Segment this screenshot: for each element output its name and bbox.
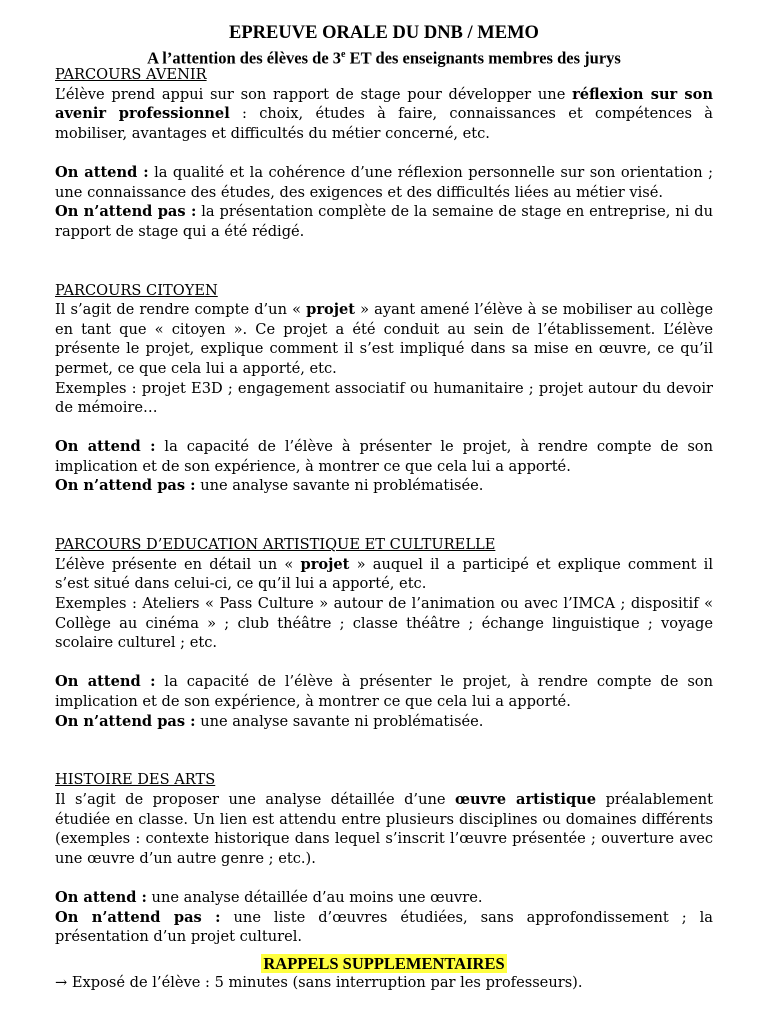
on-attend-pas-paragraph xyxy=(55,202,713,241)
on-attend-text: la capacité de l’élève à présenter le projet, à rendre compte de son implication et de son expérience, à montrer ce que cela lui a apporté. xyxy=(55,673,713,710)
intro-text-end: » ayant amené l’élève à se mobiliser au collège en tant que « citoyen ». Ce projet a été conduit au sein de l’établissement. L’élève présente le projet, explique comment il s’est impliqué dans sa mise en œuvre, ce qu’il permet, ce que cela lui a apporté, etc. xyxy=(55,301,713,377)
on-attend-pas-label: On n’attend pas : xyxy=(55,477,196,495)
intro-text-end: » auquel il a participé et explique comment il s’est situé dans celui-ci, ce qu’il lui a apporté, etc. xyxy=(55,555,713,593)
on-attend-pas-label: On n’attend pas : xyxy=(55,712,196,730)
intro-text: Il s’agit de proposer une analyse détaillée d’une xyxy=(55,790,456,808)
on-attend-text: une analyse détaillée d’au moins une œuvre. xyxy=(146,888,483,906)
on-attend-pas-text: la présentation complète de la semaine de stage en entreprise, ni du rapport de stage qui a été rédigé. xyxy=(55,203,714,240)
examples-paragraph: Exemples : Ateliers « Pass Culture » autour de l’animation ou avec l’IMCA ; dispositif « Collège au cinéma » ; club théâtre ; classe théâtre ; échange linguistique ; voyage scolaire culturel ; etc. xyxy=(55,595,713,652)
intro-bold: projet xyxy=(300,555,350,573)
section-heading-parcours-citoyen: PARCOURS CITOYEN xyxy=(55,281,218,299)
on-attend-pas-paragraph xyxy=(55,712,713,732)
rappel-item-text: Exposé de l’élève : 5 minutes (sans interruption par les professeurs). xyxy=(67,974,583,991)
on-attend-text: la qualité et la cohérence d’une réflexion personnelle sur son orientation ; une connaissance des études, des exigences et des difficultés liées au métier visé. xyxy=(55,163,713,201)
intro-text: L’élève prend appui sur son rapport de stage pour développer une xyxy=(55,85,573,103)
section-intro xyxy=(55,300,713,378)
intro-bold: œuvre artistique xyxy=(455,790,597,808)
on-attend-paragraph xyxy=(55,437,713,476)
subtitle-part-b: ET des enseignants membres des jurys xyxy=(345,48,621,68)
intro-bold: projet xyxy=(306,301,356,319)
on-attend-label: On attend : xyxy=(55,673,156,691)
on-attend-paragraph xyxy=(55,672,713,711)
on-attend-pas-text: une liste d’œuvres étudiées, sans approfondissement ; la présentation d’un projet culturel. xyxy=(55,908,713,946)
on-attend-pas-label: On n’attend pas : xyxy=(55,203,197,221)
document-body xyxy=(55,65,713,947)
on-attend-paragraph xyxy=(55,888,713,908)
on-attend-pas-paragraph xyxy=(55,908,713,947)
on-attend-pas-text: une analyse savante ni problématisée. xyxy=(195,477,484,495)
intro-text: L’élève présente en détail un « xyxy=(55,555,301,573)
on-attend-pas-text: une analyse savante ni problématisée. xyxy=(195,712,484,730)
on-attend-pas-label: On n’attend pas : xyxy=(55,908,221,926)
subtitle-part-a: A l’attention des élèves de 3 xyxy=(147,48,342,68)
intro-bold: réflexion sur son avenir professionnel xyxy=(55,85,713,123)
page-title: EPREUVE ORALE DU DNB / MEMO xyxy=(229,23,539,43)
section-heading-peac: PARCOURS D’EDUCATION ARTISTIQUE ET CULTURELLE xyxy=(55,536,496,554)
intro-text: Il s’agit de rendre compte d’un « xyxy=(55,301,307,319)
on-attend-pas-paragraph xyxy=(55,476,713,496)
intro-text-end: : choix, études à faire, connaissances et compétences à mobiliser, avantages et difficultés du métier concerné, etc. xyxy=(55,105,713,142)
on-attend-paragraph xyxy=(55,163,713,202)
on-attend-label: On attend : xyxy=(55,888,147,906)
section-intro xyxy=(55,790,713,868)
section-heading-parcours-avenir: PARCOURS AVENIR xyxy=(55,66,207,83)
examples-paragraph: Exemples : projet E3D ; engagement associatif ou humanitaire ; projet autour du devoir de mémoire… xyxy=(55,379,713,417)
on-attend-label: On attend : xyxy=(55,438,156,456)
rappels-highlight: RAPPELS SUPPLEMENTAIRES xyxy=(263,954,505,973)
arrow-icon: → xyxy=(55,974,68,991)
section-intro xyxy=(55,555,713,594)
on-attend-text: la capacité de l’élève à présenter le projet, à rendre compte de son implication et de son expérience, à montrer ce que cela lui a apporté. xyxy=(55,438,713,475)
section-heading-histoire-des-arts: HISTOIRE DES ARTS xyxy=(55,771,216,789)
rappels-heading xyxy=(0,954,768,974)
rappel-item xyxy=(55,973,583,993)
section-intro xyxy=(55,85,713,144)
intro-text-end: préalablement étudiée en classe. Un lien est attendu entre plusieurs disciplines ou domaines différents (exemples : contexte historique dans lequel s’inscrit l’œuvre présentée ; ouverture avec une œuvre d’un autre genre ; etc.). xyxy=(55,790,713,867)
subtitle-superscript: e xyxy=(341,49,346,60)
on-attend-label: On attend : xyxy=(55,163,149,181)
